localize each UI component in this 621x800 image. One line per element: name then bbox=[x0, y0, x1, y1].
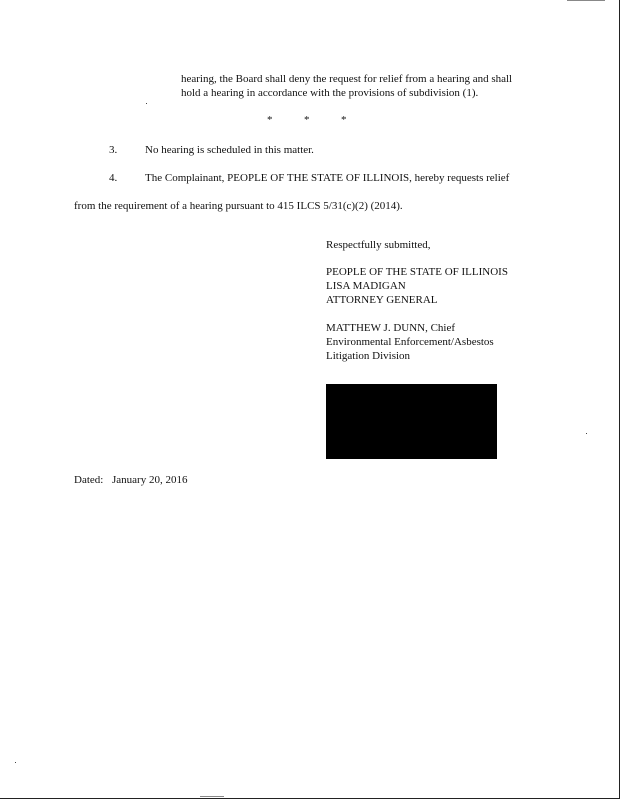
dated-value: January 20, 2016 bbox=[112, 474, 188, 486]
paragraph-continuation: from the requirement of a hearing pursuant to 415 ILCS 5/31(c)(2) (2014). bbox=[74, 200, 403, 212]
party-name: PEOPLE OF THE STATE OF ILLINOIS bbox=[326, 266, 508, 278]
quote-line: hold a hearing in accordance with the provisions of subdivision (1). bbox=[181, 87, 479, 99]
paragraph-number: 3. bbox=[109, 144, 118, 156]
separator-star: * bbox=[304, 114, 310, 126]
division-line: Environmental Enforcement/Asbestos bbox=[326, 336, 494, 348]
scan-speck bbox=[586, 433, 587, 434]
quote-line: hearing, the Board shall deny the request for relief from a hearing and shall bbox=[181, 73, 513, 85]
attorney-title: ATTORNEY GENERAL bbox=[326, 294, 438, 306]
scan-mark bbox=[567, 0, 605, 1]
scan-speck bbox=[146, 103, 147, 104]
counsel-name: MATTHEW J. DUNN, Chief bbox=[326, 322, 456, 334]
separator-star: * bbox=[341, 114, 347, 126]
attorney-name: LISA MADIGAN bbox=[326, 280, 406, 292]
division-line: Litigation Division bbox=[326, 350, 411, 362]
scan-mark bbox=[200, 796, 224, 797]
paragraph-number: 4. bbox=[109, 172, 118, 184]
paragraph-text: No hearing is scheduled in this matter. bbox=[145, 144, 314, 156]
paragraph-text: The Complainant, PEOPLE OF THE STATE OF ILLINOIS, hereby requests relief bbox=[145, 172, 510, 184]
scan-speck bbox=[15, 762, 16, 763]
redacted-signature bbox=[326, 384, 497, 459]
dated-label: Dated: bbox=[74, 474, 104, 486]
block-quote bbox=[181, 73, 512, 101]
closing: Respectfully submitted, bbox=[326, 239, 431, 251]
separator-star: * bbox=[267, 114, 273, 126]
